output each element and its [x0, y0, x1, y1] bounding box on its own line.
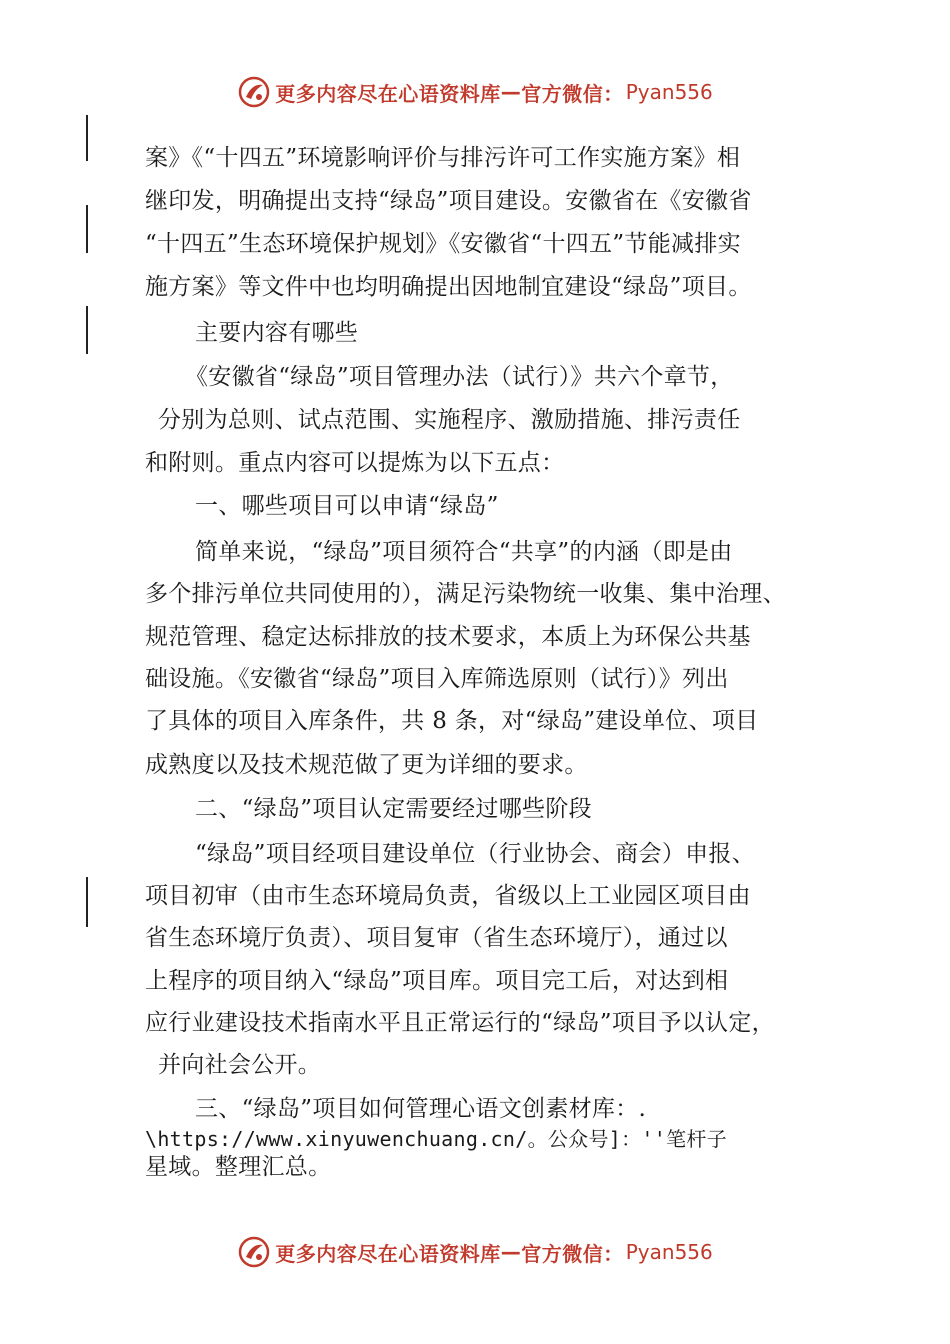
- body-line: 项目初审（由市生态环境局负责，省级以上工业园区项目由: [145, 883, 751, 909]
- body-line: 案》《“十四五”环境影响评价与排污许可工作实施方案》相: [145, 145, 741, 171]
- banner-slogan: 更多内容尽在心语资料库: [275, 1241, 501, 1266]
- body-line: “十四五”生态环境保护规划》《安徽省“十四五”节能减排实: [145, 231, 741, 257]
- library-logo-icon: [237, 75, 271, 109]
- body-line: 础设施。《安徽省“绿岛”项目入库筛选原则（试行）》列出: [145, 666, 729, 692]
- revision-bar: [86, 306, 88, 354]
- banner-wechat-id: Pyan556: [625, 80, 713, 104]
- revision-bar: [86, 115, 88, 161]
- revision-bar: [86, 877, 88, 927]
- library-logo-icon: [237, 1235, 271, 1269]
- section-heading: 三、“绿岛”项目如何管理心语文创素材库：.: [195, 1096, 647, 1122]
- body-line: 简单来说，“绿岛”项目须符合“共享”的内涵（即是由: [195, 539, 733, 565]
- body-line: 多个排污单位共同使用的），满足污染物统一收集、集中治理、: [145, 581, 786, 607]
- body-line: 应行业建设技术指南水平且正常运行的“绿岛”项目予以认定，: [145, 1010, 775, 1036]
- header-watermark-banner: [0, 72, 950, 112]
- section-heading: 主要内容有哪些: [195, 320, 359, 346]
- source-url-line: \https://www.xinyuwenchuang.cn/。公众号]：''笔杆子: [145, 1127, 727, 1151]
- section-heading: 一、哪些项目可以申请“绿岛”: [195, 493, 499, 519]
- banner-separator: —: [500, 1240, 522, 1264]
- body-line: 省生态环境厅负责）、项目复审（省生态环境厅），通过以: [145, 925, 728, 951]
- body-line: 分别为总则、试点范围、实施程序、激励措施、排污责任: [158, 407, 741, 433]
- banner-wechat-label: 官方微信：: [521, 81, 624, 106]
- body-line: 了具体的项目入库条件，共 8 条，对“绿岛”建设单位、项目: [145, 708, 759, 734]
- body-line: 并向社会公开。: [158, 1052, 322, 1078]
- body-line: “绿岛”项目经项目建设单位（行业协会、商会）申报、: [195, 841, 756, 867]
- revision-bar: [86, 205, 88, 253]
- body-line: 上程序的项目纳入“绿岛”项目库。项目完工后，对达到相: [145, 968, 729, 994]
- banner-wechat-id: Pyan556: [625, 1240, 713, 1264]
- body-line: 星域。整理汇总。: [145, 1154, 332, 1180]
- body-line: 《安徽省“绿岛”项目管理办法（试行）》共六个章节，: [185, 364, 734, 390]
- section-heading: 二、“绿岛”项目认定需要经过哪些阶段: [195, 796, 592, 822]
- banner-separator: —: [500, 80, 522, 104]
- body-line: 规范管理、稳定达标排放的技术要求，本质上为环保公共基: [145, 624, 751, 650]
- body-line: 和附则。重点内容可以提炼为以下五点：: [145, 450, 565, 476]
- banner-wechat-label: 官方微信：: [521, 1241, 624, 1266]
- body-line: 成熟度以及技术规范做了更为详细的要求。: [145, 752, 588, 778]
- body-line: 继印发，明确提出支持“绿岛”项目建设。安徽省在《安徽省: [145, 188, 752, 214]
- footer-watermark-banner: [0, 1232, 950, 1272]
- banner-slogan: 更多内容尽在心语资料库: [275, 81, 501, 106]
- body-line: 施方案》等文件中也均明确提出因地制宜建设“绿岛”项目。: [145, 274, 752, 300]
